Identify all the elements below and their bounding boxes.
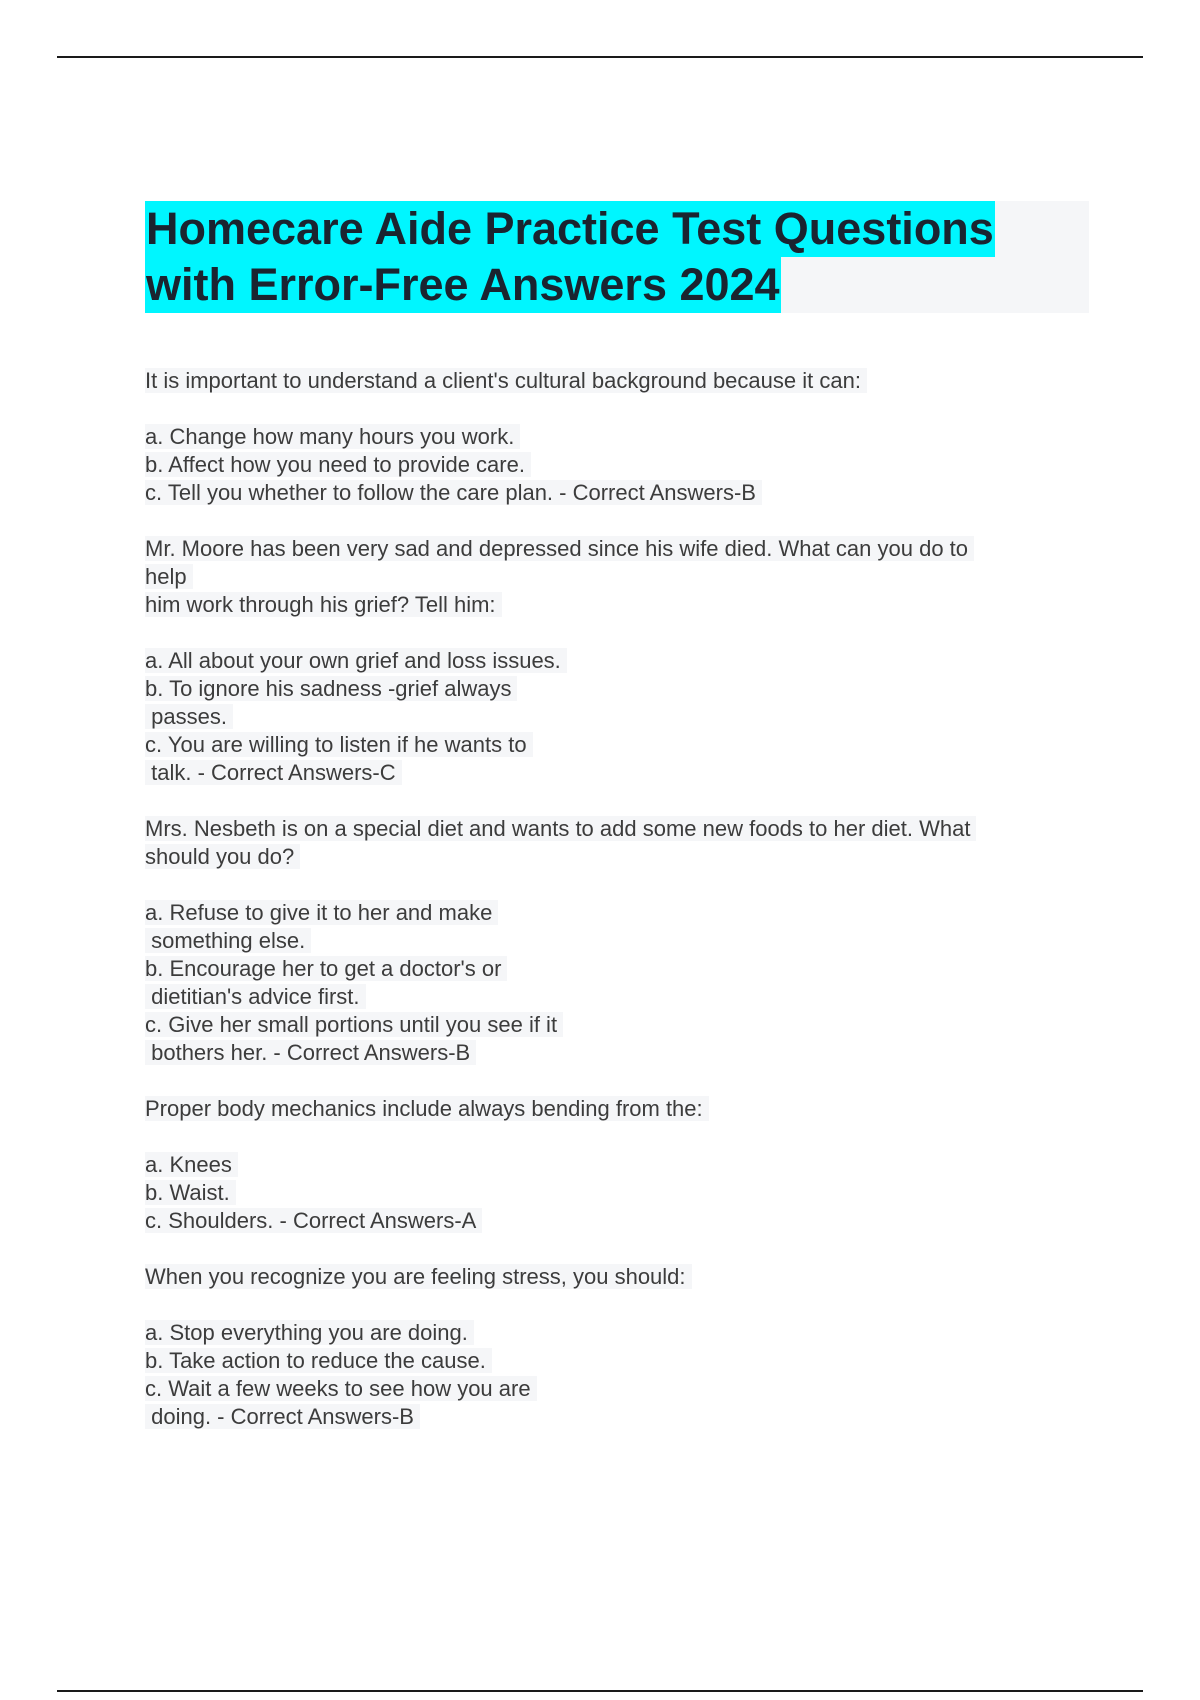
- answer-option-text: c. You are willing to listen if he wants to: [145, 732, 533, 757]
- answer-option-text: talk. - Correct Answers-C: [145, 760, 402, 785]
- answer-option-text: something else.: [145, 928, 311, 953]
- spacer: [145, 395, 1089, 423]
- question-stem-line: [145, 1263, 1089, 1291]
- question-stem-text: When you recognize you are feeling stress, you should:: [145, 1264, 692, 1289]
- question-stem-text: It is important to understand a client's cultural background because it can:: [145, 368, 867, 393]
- answer-option-line: [145, 703, 1089, 731]
- question-stem-text: Proper body mechanics include always bending from the:: [145, 1096, 709, 1121]
- question-stem-line: [145, 843, 1089, 871]
- spacer: [145, 1067, 1089, 1095]
- answer-option-line: [145, 759, 1089, 787]
- answer-option-line: [145, 1151, 1089, 1179]
- answer-option-text: b. Waist.: [145, 1180, 236, 1205]
- title-line: Homecare Aide Practice Test Questions: [145, 201, 995, 257]
- question-stem-line: [145, 591, 1089, 619]
- answer-option-line: [145, 1039, 1089, 1067]
- answer-option-text: b. Take action to reduce the cause.: [145, 1348, 492, 1373]
- question-stem-text: him work through his grief? Tell him:: [145, 592, 502, 617]
- spacer: [145, 1291, 1089, 1319]
- question-block: [145, 1263, 1089, 1431]
- question-stem-text: help: [145, 564, 193, 589]
- spacer: [145, 1235, 1089, 1263]
- spacer: [145, 871, 1089, 899]
- answer-option-text: dietitian's advice first.: [145, 984, 366, 1009]
- answer-option-line: [145, 927, 1089, 955]
- spacer: [145, 619, 1089, 647]
- answer-option-line: [145, 647, 1089, 675]
- question-stem-line: [145, 535, 1089, 563]
- answer-option-text: a. All about your own grief and loss issues.: [145, 648, 567, 673]
- title-line: with Error-Free Answers 2024: [145, 257, 781, 313]
- bottom-rule: [57, 1690, 1143, 1692]
- top-rule: [57, 56, 1143, 58]
- question-stem-line: [145, 815, 1089, 843]
- answer-option-line: [145, 1011, 1089, 1039]
- question-stem-line: [145, 1095, 1089, 1123]
- answer-option-text: b. Encourage her to get a doctor's or: [145, 956, 507, 981]
- answer-option-text: c. Tell you whether to follow the care plan. - Correct Answers-B: [145, 480, 762, 505]
- answer-option-line: [145, 451, 1089, 479]
- question-block: [145, 367, 1089, 535]
- question-stem-text: Mrs. Nesbeth is on a special diet and wants to add some new foods to her diet. What: [145, 816, 976, 841]
- answer-option-line: [145, 1375, 1089, 1403]
- answer-option-line: [145, 983, 1089, 1011]
- question-stem-text: should you do?: [145, 844, 300, 869]
- question-block: [145, 535, 1089, 815]
- answer-option-text: a. Change how many hours you work.: [145, 424, 520, 449]
- answer-option-text: a. Refuse to give it to her and make: [145, 900, 498, 925]
- answer-option-text: c. Shoulders. - Correct Answers-A: [145, 1208, 482, 1233]
- spacer: [145, 507, 1089, 535]
- question-block: [145, 815, 1089, 1095]
- answer-option-line: [145, 423, 1089, 451]
- question-stem-line: [145, 563, 1089, 591]
- question-stem-text: Mr. Moore has been very sad and depressed since his wife died. What can you do to: [145, 536, 974, 561]
- answer-option-line: [145, 1347, 1089, 1375]
- answer-option-line: [145, 479, 1089, 507]
- question-list: [145, 367, 1089, 1431]
- answer-option-line: [145, 1179, 1089, 1207]
- answer-option-text: bothers her. - Correct Answers-B: [145, 1040, 476, 1065]
- answer-option-line: [145, 1319, 1089, 1347]
- spacer: [145, 787, 1089, 815]
- answer-option-text: b. Affect how you need to provide care.: [145, 452, 531, 477]
- title-block: [145, 201, 1089, 313]
- answer-option-line: [145, 731, 1089, 759]
- spacer: [145, 1123, 1089, 1151]
- question-stem-line: [145, 367, 1089, 395]
- answer-option-text: a. Knees: [145, 1152, 238, 1177]
- answer-option-text: c. Wait a few weeks to see how you are: [145, 1376, 537, 1401]
- question-block: [145, 1095, 1089, 1263]
- answer-option-text: c. Give her small portions until you see if it: [145, 1012, 563, 1037]
- answer-option-line: [145, 1403, 1089, 1431]
- answer-option-text: a. Stop everything you are doing.: [145, 1320, 474, 1345]
- answer-option-text: b. To ignore his sadness -grief always: [145, 676, 517, 701]
- answer-option-text: doing. - Correct Answers-B: [145, 1404, 420, 1429]
- answer-option-line: [145, 675, 1089, 703]
- answer-option-line: [145, 899, 1089, 927]
- answer-option-text: passes.: [145, 704, 233, 729]
- page-title: [145, 201, 1089, 313]
- answer-option-line: [145, 955, 1089, 983]
- answer-option-line: [145, 1207, 1089, 1235]
